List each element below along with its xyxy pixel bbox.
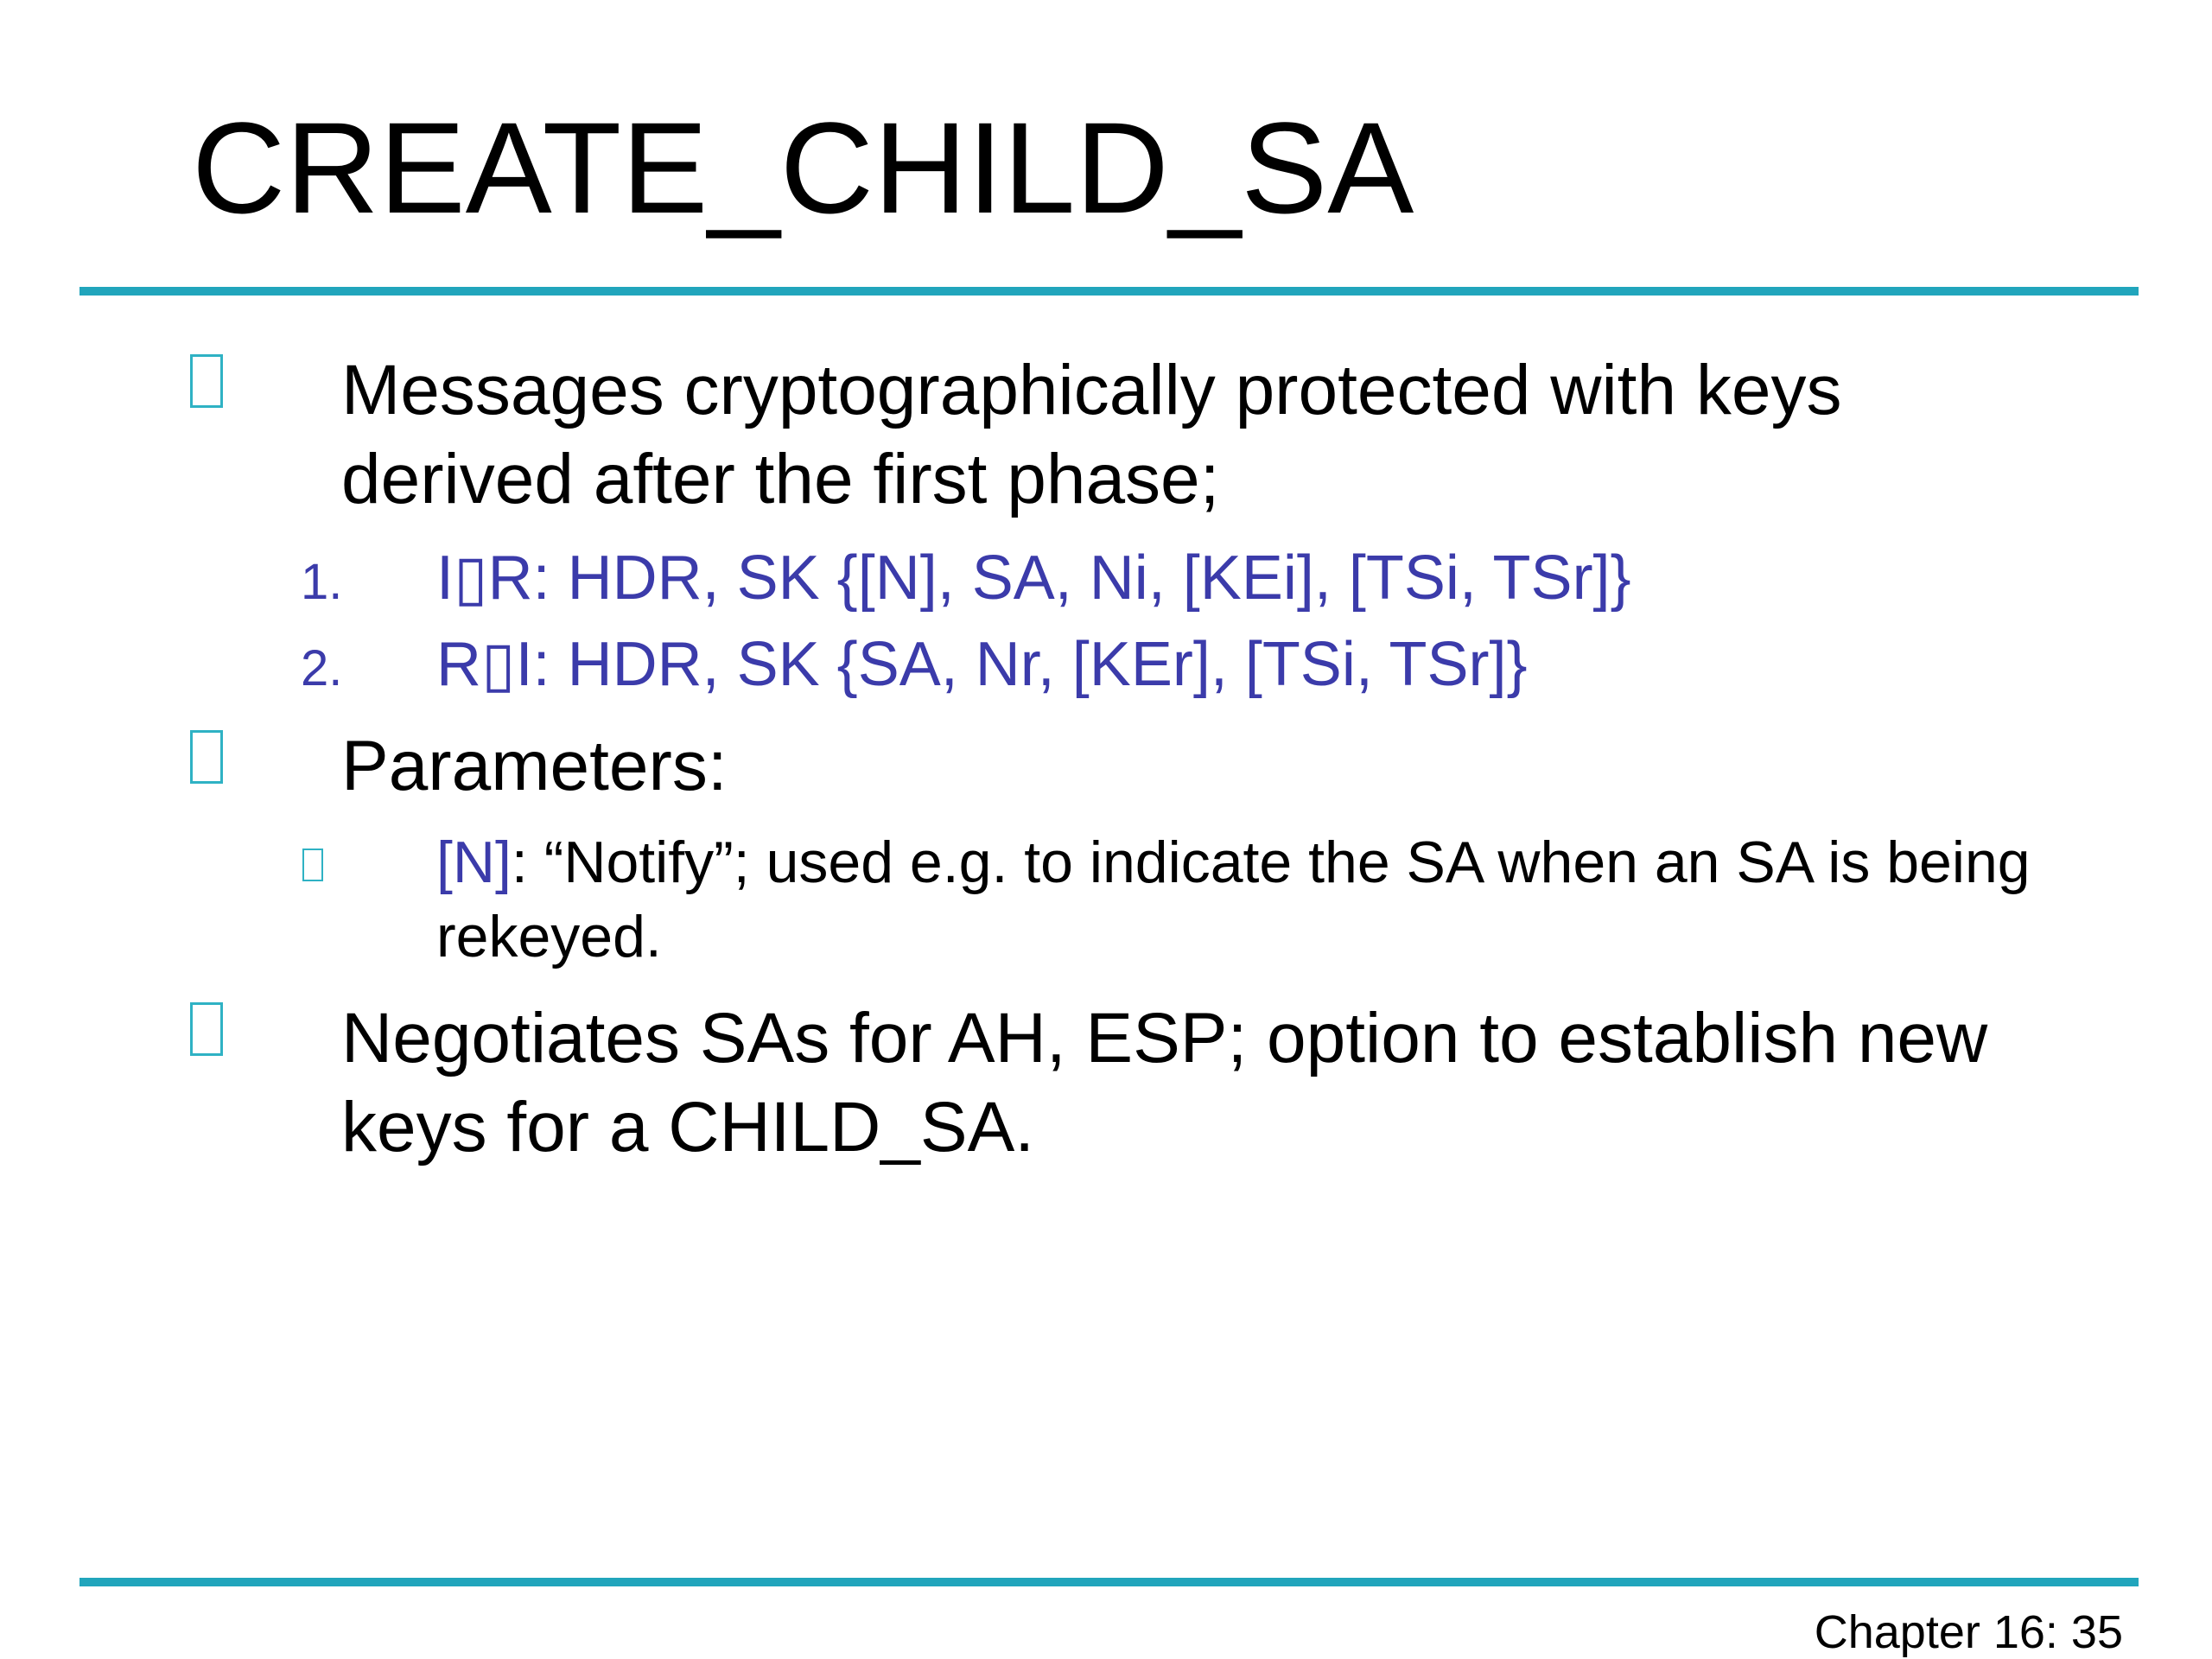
bullet-box-icon [190, 1002, 223, 1056]
parameter-term: [N] [436, 830, 512, 895]
sub-bullet-box-icon [302, 849, 323, 881]
bullet-text-messages: Messages cryptographically protected with keys derived after the first phase; [341, 351, 1842, 518]
bottom-divider [79, 1578, 2139, 1586]
bullet-box-icon [190, 354, 223, 408]
bullet-box-icon [190, 730, 223, 784]
bullet-text-negotiates: Negotiates SAs for AH, ESP; option to establish new keys for a CHILD_SA. [341, 999, 1988, 1166]
step-number-2: 2. [301, 640, 343, 696]
step-text-2: R▯I: HDR, SK {SA, Nr, [KEr], [TSi, TSr]} [436, 630, 1528, 699]
step-text-1: I▯R: HDR, SK {[N], SA, Ni, [KEi], [TSi, TSr]} [436, 543, 1631, 613]
slide-title: CREATE_CHILD_SA [192, 95, 1414, 240]
bullet-text-parameters: Parameters: [341, 727, 728, 805]
step-number-1: 1. [301, 554, 343, 610]
top-divider [79, 287, 2139, 296]
parameter-notify [436, 825, 2078, 974]
slide-footer: Chapter 16: 35 [1814, 1606, 2123, 1658]
parameter-description: : “Notify”; used e.g. to indicate the SA when an SA is being rekeyed. [436, 830, 2031, 969]
